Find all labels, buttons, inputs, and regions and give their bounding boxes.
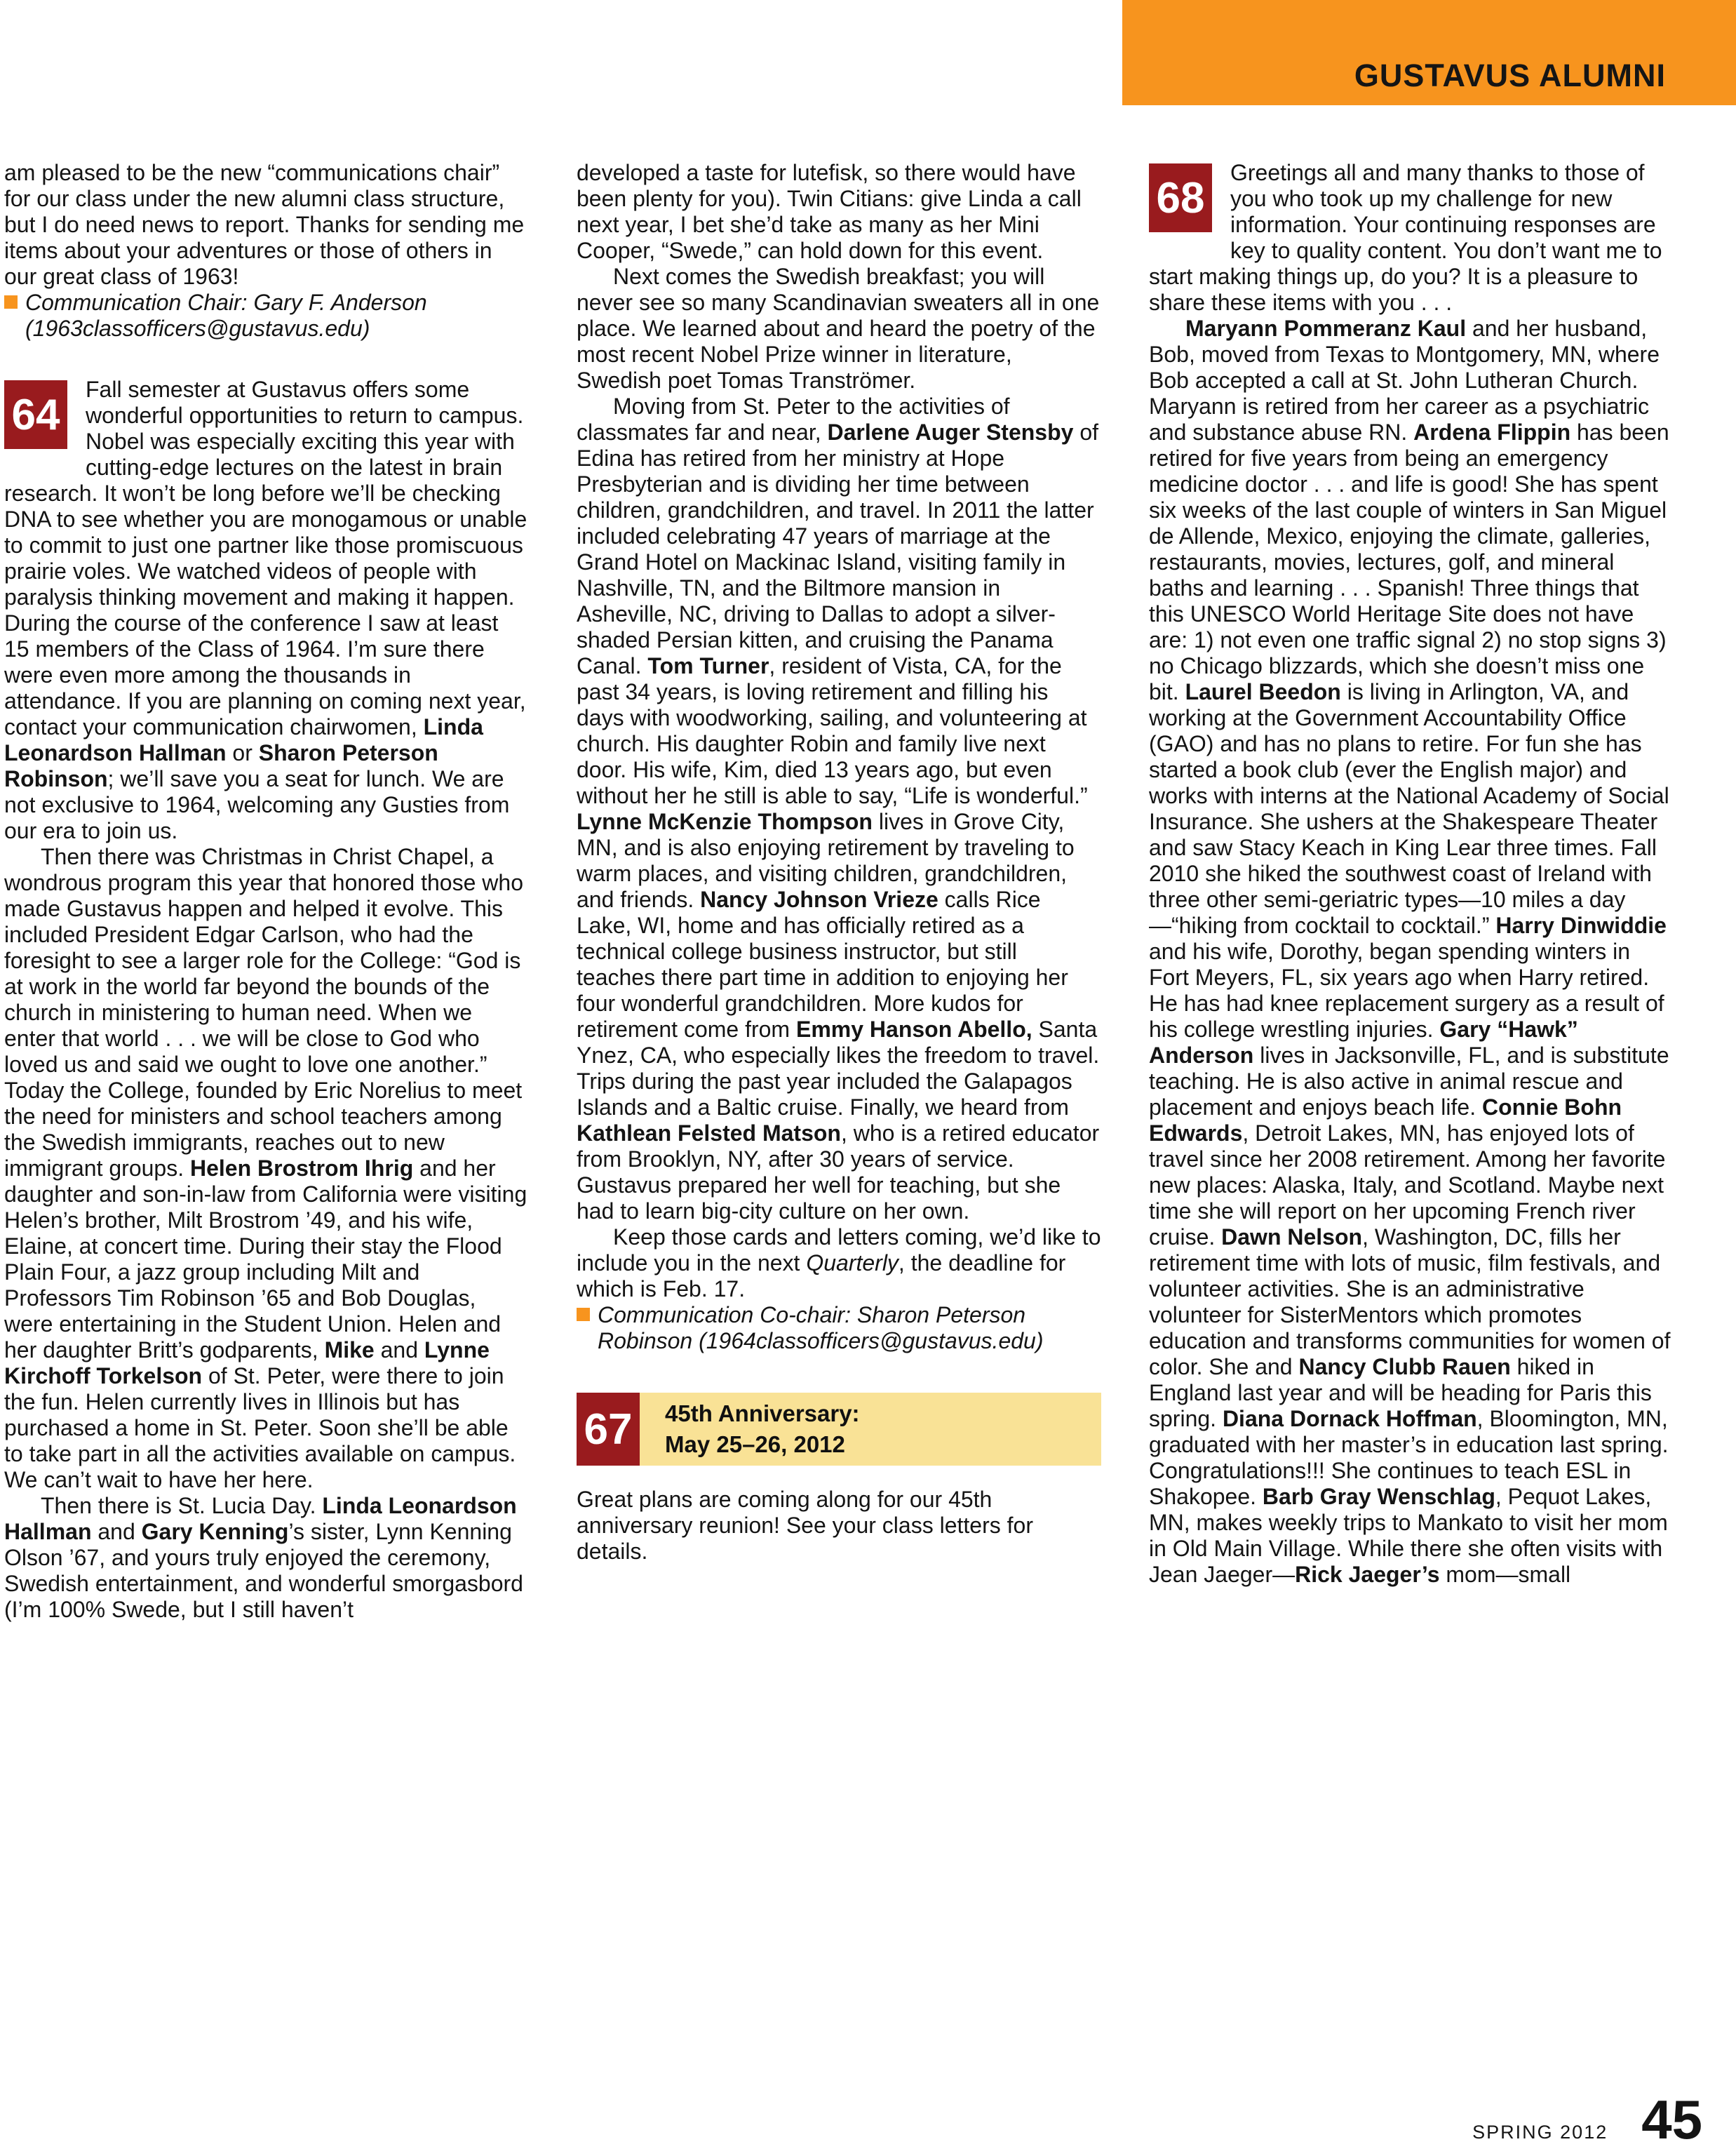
text-segment: Emmy Hanson Abello, bbox=[795, 1017, 1032, 1042]
page-number: 45 bbox=[1641, 2089, 1702, 2150]
contact-bullet bbox=[577, 1302, 1101, 1354]
text-segment: Next comes the Swedish breakfast; you will never see so many Scandinavian sweaters all in one place. We learned about and heard the poetry of the most recent Nobel Prize winner in literature, Swedish poet Tomas Tranströmer. bbox=[577, 264, 1100, 393]
column-left bbox=[4, 160, 529, 1623]
class-year-badge: 68 bbox=[1149, 163, 1212, 232]
paragraph bbox=[4, 160, 529, 290]
text-segment: and her daughter and son-in-law from California were visiting Helen’s brother, Milt Brostrom ’49, and his wife, Elaine, at concert time. During their stay the Flood Plain Four, a jazz group including Milt and Professors Tim Robinson ’65 and Bob Douglas, were entertaining in the Student Union. Helen and her daughter Britt’s godparents, bbox=[4, 1156, 527, 1362]
text-segment: Then there was Christmas in Christ Chapel, a wondrous program this year that honored those who made Gustavus happen and helped it evolve. This included President Edgar Carlson, who had the foresight to see a larger role for the College: “God is at work in the world far beyond the bounds of the church in ministering to human need. When we enter that world . . . we will be close to God who loved us and said we ought to love one another.” Today the College, founded by Eric Norelius to meet the need for ministers and school teachers among the Swedish immigrants, reaches out to new immigrant groups. bbox=[4, 844, 523, 1181]
paragraph bbox=[577, 160, 1101, 264]
class-year-badge: 67 bbox=[577, 1393, 640, 1466]
text-segment: Linda Leonardson Hallman bbox=[4, 714, 483, 765]
text-segment: Fall semester at Gustavus offers some wonderful opportunities to return to campus. Nobel was especially exciting this year with cutting-edge lectures on the latest in brain research. It won’t be long before we’ll be checking DNA to see whether you are monogamous or unable to commit to just one partner like those promiscuous prairie voles. We watched videos of people with paralysis thinking movement and making it happen. During the course of the conference I saw at least 15 members of the Class of 1964. I’m sure there were even more among the thousands in attendance. If you are planning on coming next year, contact your communication chairwomen, bbox=[4, 377, 527, 739]
text-segment: and her husband, Bob, moved from Texas to Montgomery, MN, where Bob accepted a call at St. John Lutheran Church. Maryann is retired from her career as a psychiatric and substance abuse RN. bbox=[1149, 316, 1660, 445]
text-segment: Kathlean Felsted Matson bbox=[577, 1120, 841, 1146]
text-segment: and bbox=[91, 1519, 142, 1544]
text-segment: , resident of Vista, CA, for the past 34 years, is loving retirement and filling his days with woodworking, sailing, and volunteering at church. His daughter Robin and family live next door. His wife, Kim, died 13 years ago, but even without her he still is able to say, “Life is wonderful.” bbox=[577, 653, 1088, 808]
spacer bbox=[4, 342, 529, 377]
text-segment: , the deadline for which is Feb. 17. bbox=[577, 1250, 1066, 1301]
text-segment: Dawn Nelson bbox=[1221, 1224, 1363, 1250]
text-segment: developed a taste for lutefisk, so there would have been plenty for you). Twin Citians: give Linda a call next year, I bet she’d take as many as her Mini Cooper, “Swede,” can hold down for this event. bbox=[577, 160, 1082, 263]
text-segment: of St. Peter, were there to join the fun. Helen currently lives in Illinois but has purchased a home in St. Peter. Soon she’ll be able to take part in all the activities available on campus. We can’t wait to have her here. bbox=[4, 1363, 516, 1492]
text-segment: , who is a retired educator from Brooklyn, NY, after 30 years of service. Gustavus prepared her well for teaching, but she had to learn big-city culture on her own. bbox=[577, 1120, 1100, 1224]
text-segment: Keep those cards and letters coming, we’d like to include you in the next bbox=[577, 1224, 1101, 1275]
paragraph bbox=[4, 844, 529, 1493]
text-segment: of Edina has retired from her ministry at Hope Presbyterian and is dividing her time between children, grandchildren, and travel. In 2011 the latter included celebrating 47 years of marriage at the Grand Hotel on Mackinac Island, visiting family in Nashville, TN, and the Biltmore mansion in Asheville, NC, driving to Dallas to adopt a silver-shaded Persian kitten, and cruising the Panama Canal. bbox=[577, 420, 1099, 678]
text-segment: lives in Grove City, MN, and is also enjoying retirement by traveling to warm places, and visiting children, grandchildren, and friends. bbox=[577, 809, 1075, 912]
spacer bbox=[577, 1354, 1101, 1393]
page-title: GUSTAVUS ALUMNI bbox=[1354, 58, 1666, 93]
text-segment: and his wife, Dorothy, began spending winters in Fort Meyers, FL, six years ago when Harry retired. He has had knee replacement surgery as a result of his college wrestling injuries. bbox=[1149, 939, 1664, 1042]
text-segment: is living in Arlington, VA, and working at the Government Accountability Office (GAO) and has no plans to retire. For fun she has started a book club (ever the English major) and works with interns at the National Academy of Social Insurance. She ushers at the Shakespeare Theater and saw Stacy Keach in King Lear three times. Fall 2010 she hiked the southwest coast of Ireland with three other semi-geriatric types—10 miles a day—“hiking from cocktail to cocktail.” bbox=[1149, 679, 1669, 938]
text-segment: Mike bbox=[324, 1337, 375, 1362]
text-segment: Quarterly bbox=[806, 1250, 899, 1275]
text-segment: Communication Co-chair: Sharon Peterson Robinson (1964classofficers@gustavus.edu) bbox=[598, 1302, 1044, 1353]
text-segment: , Bloomington, MN, graduated with her master’s in education last spring. Congratulations!!! She continues to teach ESL in Shakopee. bbox=[1149, 1406, 1669, 1509]
text-segment: Moving from St. Peter to the activities of classmates far and near, bbox=[577, 394, 1010, 445]
text-segment: Connie Bohn Edwards bbox=[1149, 1094, 1622, 1146]
issue-label: SPRING 2012 bbox=[1472, 2122, 1608, 2143]
alumni-header-bar bbox=[1122, 0, 1736, 105]
text-segment: ; we’ll save you a seat for lunch. We are not exclusive to 1964, welcoming any Gusties from our era to join us. bbox=[4, 766, 510, 843]
text-segment: lives in Jacksonville, FL, and is substitute teaching. He is also active in animal rescue and placement and enjoys beach life. bbox=[1149, 1043, 1669, 1120]
text-segment: Gary Kenning bbox=[141, 1519, 289, 1544]
text-segment: Nancy Johnson Vrieze bbox=[700, 887, 938, 912]
text-segment: Sharon Peterson Robinson bbox=[4, 740, 438, 791]
text-segment: , Detroit Lakes, MN, has enjoyed lots of travel since her 2008 retirement. Among her favorite new places: Alaska, Italy, and Scotland. Maybe next time she will report on her upcoming French river cruise. bbox=[1149, 1120, 1666, 1250]
spacer bbox=[577, 1466, 1101, 1487]
column-right bbox=[1149, 160, 1674, 1588]
contact-bullet bbox=[4, 290, 529, 342]
text-segment: Darlene Auger Stensby bbox=[827, 420, 1074, 445]
text-segment: am pleased to be the new “communications chair” for our class under the new alumni class structure, but I do need news to report. Thanks for sending me items about your adventures or those of others in our great class of 1963! bbox=[4, 160, 525, 289]
text-segment: Santa Ynez, CA, who especially likes the freedom to travel. Trips during the past year included the Galapagos Islands and a Baltic cruise. Finally, we heard from bbox=[577, 1017, 1100, 1120]
text-segment: , Washington, DC, fills her retirement time with lots of music, film festivals, and volunteer activities. She is an administrative volunteer for SisterMentors which promotes education and transforms communities for women of color. She and bbox=[1149, 1224, 1671, 1379]
column-middle bbox=[577, 160, 1101, 1565]
text-segment: or bbox=[226, 740, 259, 765]
text-segment: ’s sister, Lynn Kenning Olson ’67, and yours truly enjoyed the ceremony, Swedish entertainment, and wonderful smorgasbord (I’m 100% Swede, but I still haven’t bbox=[4, 1519, 523, 1622]
class-year-badge: 64 bbox=[4, 380, 67, 449]
square-bullet-icon bbox=[4, 295, 18, 309]
paragraph bbox=[577, 264, 1101, 394]
text-segment: Communication Chair: Gary F. Anderson (1963classofficers@gustavus.edu) bbox=[25, 290, 427, 341]
text-segment: Laurel Beedon bbox=[1185, 679, 1341, 704]
text-segment: calls Rice Lake, WI, home and has officially retired as a technical college business instructor, but still teaches there part time in addition to enjoying her four wonderful grandchildren. More kudos for retirement come from bbox=[577, 887, 1068, 1042]
anniversary-banner-line: 45th Anniversary: bbox=[665, 1400, 860, 1426]
paragraph bbox=[1149, 316, 1674, 1588]
text-segment: Lynne McKenzie Thompson bbox=[577, 809, 873, 834]
anniversary-banner bbox=[640, 1393, 1101, 1466]
paragraph bbox=[577, 394, 1101, 1224]
text-segment: hiked in England last year and will be heading for Paris this spring. bbox=[1149, 1354, 1652, 1431]
text-segment: Then there is St. Lucia Day. bbox=[41, 1493, 323, 1518]
text-segment: Linda Leonardson Hallman bbox=[4, 1493, 517, 1544]
text-segment: Lynne Kirchoff Torkelson bbox=[4, 1337, 490, 1388]
text-segment: Ardena Flippin bbox=[1413, 420, 1571, 445]
text-segment: Helen Brostrom Ihrig bbox=[189, 1156, 414, 1181]
paragraph bbox=[577, 1224, 1101, 1302]
text-segment: Nancy Clubb Rauen bbox=[1298, 1354, 1511, 1379]
text-segment: Greetings all and many thanks to those of you who took up my challenge for new information. Your continuing responses are key to quality content. You don’t want me to start making things up, do you? It is a pleasure to share these items with you . . . bbox=[1149, 160, 1662, 315]
text-segment: Diana Dornack Hoffman bbox=[1222, 1406, 1477, 1431]
anniversary-banner-row bbox=[577, 1393, 1101, 1466]
text-segment: Rick Jaeger’s bbox=[1295, 1562, 1440, 1587]
text-segment: Great plans are coming along for our 45th anniversary reunion! See your class letters for details. bbox=[577, 1487, 1033, 1564]
class-notes-section bbox=[1149, 160, 1674, 316]
text-segment: Barb Gray Wenschlag bbox=[1262, 1484, 1495, 1509]
text-segment: and bbox=[374, 1337, 424, 1362]
class-notes-section bbox=[4, 377, 529, 844]
text-segment: mom—small bbox=[1439, 1562, 1571, 1587]
text-segment: Gary “Hawk” Anderson bbox=[1149, 1017, 1578, 1068]
anniversary-banner-line: May 25–26, 2012 bbox=[665, 1431, 845, 1457]
page-footer bbox=[1472, 2088, 1702, 2152]
paragraph bbox=[4, 1493, 529, 1623]
paragraph bbox=[577, 1487, 1101, 1565]
text-segment: , Pequot Lakes, MN, makes weekly trips to Mankato to visit her mom in Old Main Village. While there she often visits with Jean Jaeger— bbox=[1149, 1484, 1668, 1587]
text-segment: has been retired for five years from being an emergency medicine doctor . . . and life is good! She has spent six weeks of the last couple of winters in San Miguel de Allende, Mexico, enjoying the climate, galleries, restaurants, movies, lectures, golf, and mineral baths and learning . . . Spanish! Three things that this UNESCO World Heritage Site does not have are: 1) not even one traffic signal 2) no stop signs 3) no Chicago blizzards, which she doesn’t miss one bit. bbox=[1149, 420, 1669, 704]
text-segment: Tom Turner bbox=[647, 653, 769, 678]
square-bullet-icon bbox=[577, 1308, 590, 1321]
text-segment: Maryann Pommeranz Kaul bbox=[1185, 316, 1467, 341]
text-segment: Harry Dinwiddie bbox=[1495, 913, 1667, 938]
